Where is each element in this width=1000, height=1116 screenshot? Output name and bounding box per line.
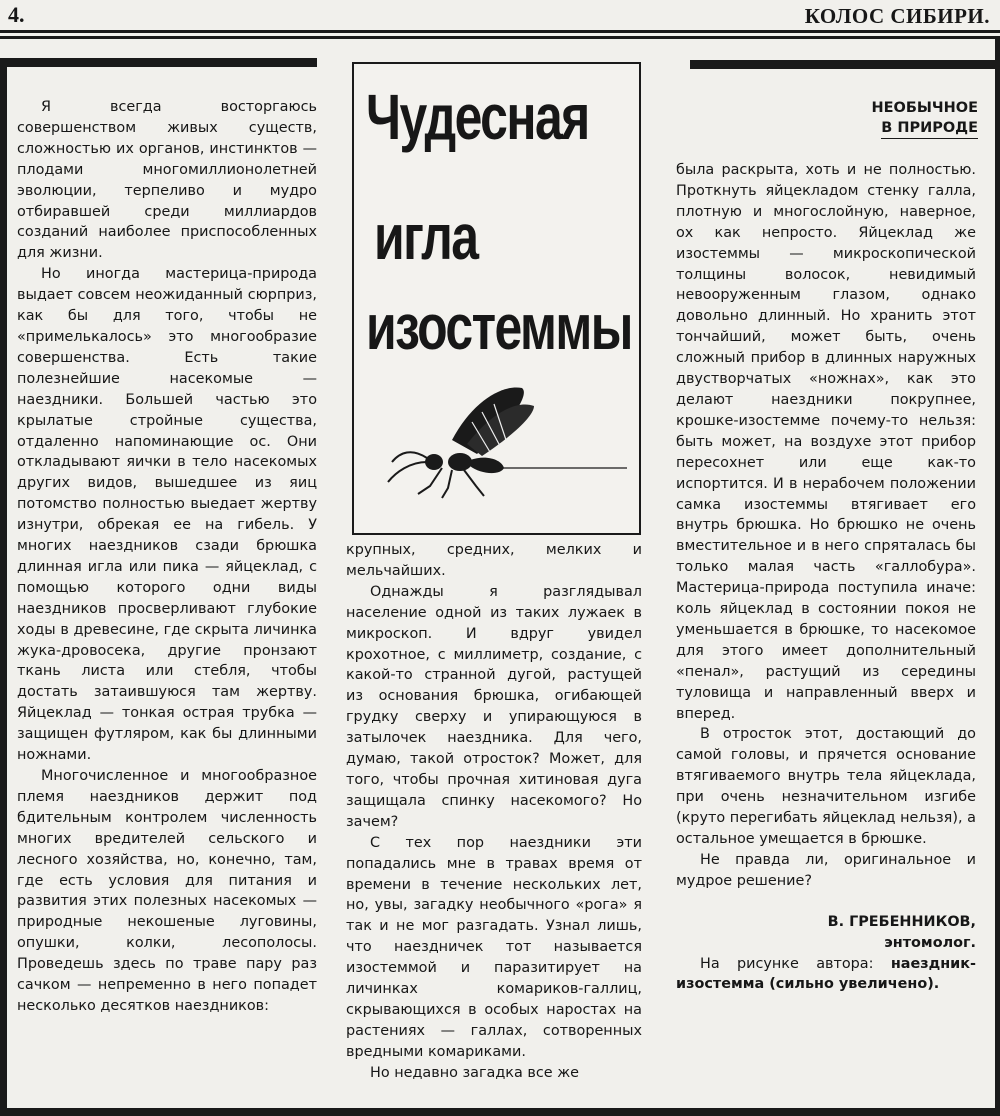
caption-bold: наездник-изостемма (сильно увеличено). xyxy=(676,955,976,993)
caption-lead: На рисунке автора: xyxy=(700,955,891,972)
column-bar-right xyxy=(690,60,995,69)
paragraph: Но иногда мастерица-природа выдает совсем неожиданный сюрприз, как бы для того, чтобы не «примелькалось» это многообразие совершенства. Есть такие полезнейшие насекомые — наездники. Большей частью это крылатые стройные существа, отдаленно напоминающие ос. Они откладывают яички в тело насекомых других видов, вышедшее из яиц потомство полностью выедает жертву изнутри, обрекая ее на гибель. У многих наездников сзади брюшка длинная игла или пика — яйцеклад, с помощью которого одни виды наездников просверливают глубокие ходы в древесине, где скрыта личинка жука-дровосека, другие пронзают ткань листа или стебля, чтобы достать затаившуюся там жертву. Яйцеклад — тонкая острая трубка — защищен футляром, как бы длинными ножнами. xyxy=(17,266,317,764)
paragraph: Многочисленное и многообразное племя наездников держит под бдительным контролем численность многих вредителей сельского и лесного хозяйства, но, конечно, там, где есть условия для питания и развития этих полезных насекомых — природные некошеные луговины, опушки, колки, лесополосы. Проведешь здесь по траве пару раз сачком — непременно в него попадет несколько десятков наездников: xyxy=(17,768,317,1014)
paragraph: была раскрыта, хоть и не полностью. Проткнуть яйцекладом стенку галла, плотную и многослойную, наверное, ох как непросто. Яйцеклад же изостеммы — микроскопической толщины волосок, невидимый невооруженным глазом, однако довольно длинный. Но хранить этот тончайший, может быть, очень сложный прибор в длинных наружных двустворчатых «ножнах», как это делают наездники покрупнее, крошке-изостемме почему-то нельзя: быть может, на воздухе этот прибор пересохнет или еще как-то испортится. И в нерабочем положении самка изостеммы втягивает его внутрь брюшка. Но брюшко не очень вместительное и в него спряталась бы только малая часть «галлобура». Мастерица-природа поступила иначе: коль яйцеклад в состоянии покоя не уменьшается в брюшке, то насекомое для этого имеет дополнительный «пенал», растущий из середины туловища и направленный вверх и вперед. xyxy=(676,162,976,722)
paragraph: Не правда ли, оригинальное и мудрое решение? xyxy=(676,851,976,889)
signature-title: энтомолог. xyxy=(884,934,976,951)
signature-author: В. ГРЕБЕННИКОВ, xyxy=(827,913,976,930)
wasp-icon xyxy=(372,382,630,502)
page-number: 4. xyxy=(8,2,25,27)
header-rule-top xyxy=(0,30,1000,33)
headline-box xyxy=(352,62,641,535)
newspaper-name: КОЛОС СИБИРИ. xyxy=(804,4,990,28)
headline-line-3: изостеммы xyxy=(366,291,632,363)
paragraph: крупных, средних, мелких и мельчайших. xyxy=(346,542,642,579)
header-rule-bottom xyxy=(0,36,1000,39)
paragraph: С тех пор наездники эти попадались мне в травах время от времени в течение нескольких лет, но, увы, загадку необычного «рога» я так и не мог разгадать. Узнал лишь, что наездничек тот называется изостеммой и паразитирует на личинках комариков-галлиц, скрывающихся в особых наростах на растениях — галлах, сотворенных вредными комариками. xyxy=(346,834,642,1060)
rubric xyxy=(871,98,978,139)
rubric-line-2: В ПРИРОДЕ xyxy=(881,118,978,139)
signature xyxy=(676,912,976,954)
figure-caption xyxy=(676,954,976,996)
article-column-3 xyxy=(676,160,976,995)
paragraph: Но недавно загадка все же xyxy=(370,1064,580,1081)
rubric-line-1: НЕОБЫЧНОЕ xyxy=(871,100,978,116)
paragraph: В отросток этот, достающий до самой головы, и прячется основание втягиваемого внутрь тела яйцеклада, при очень незначительном изгибе (круто перегибать яйцеклад нельзя), а остальное умещается в брюшке. xyxy=(676,726,976,847)
article-column-1 xyxy=(17,97,317,1017)
frame-bottom-border xyxy=(0,1108,1000,1116)
frame-left-border xyxy=(0,58,7,1108)
headline-line-1: Чудесная xyxy=(366,81,589,153)
frame-right-border xyxy=(995,38,1000,1113)
paragraph: Однажды я разглядывал население одной из таких лужаек в микроскоп. И вдруг увидел крохотное, с миллиметр, создание, с какой-то странной дугой, растущей из основания брюшка, огибающей грудку сверху и упирающуюся в затылочек наездника. Для чего, думаю, такой отросток? Может, для того, чтобы прочная хитиновая дуга защищала спинку насекомого? Но зачем? xyxy=(346,583,642,830)
paragraph: Я всегда восторгаюсь совершенством живых существ, сложностью их органов, инстинктов — плодами многомиллионолетней эволюции, терпеливо и мудро отбиравшей среди миллиардов созданий наиболее приспособленных для жизни. xyxy=(17,99,317,262)
article-column-2 xyxy=(346,540,642,1084)
column-bar-left xyxy=(7,58,317,67)
headline-line-2: игла xyxy=(374,201,478,273)
